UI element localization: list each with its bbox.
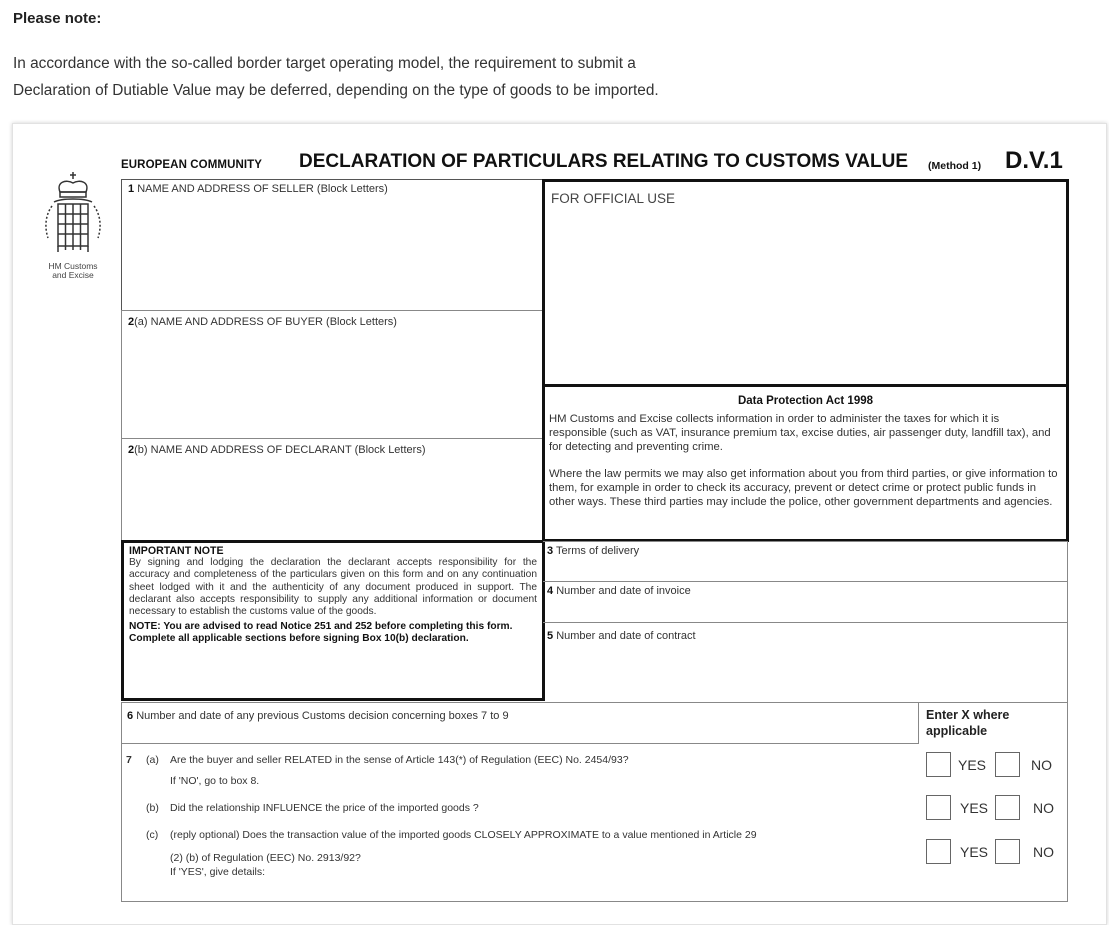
box-2b-declarant[interactable]	[121, 438, 544, 542]
box-2a-label: 2(a) NAME AND ADDRESS OF BUYER (Block Letters)	[128, 316, 397, 328]
question-7c-text: (reply optional) Does the transaction value of the imported goods CLOSELY APPROXIMATE to a value mentioned in Article 29	[170, 829, 757, 841]
question-7c-letter: (c)	[146, 829, 159, 841]
important-note	[129, 545, 537, 646]
important-note-box	[121, 540, 545, 701]
important-note-title: IMPORTANT NOTE	[129, 545, 224, 557]
notice-title: Please note:	[13, 10, 102, 27]
logo-caption-line-2: and Excise	[52, 270, 94, 280]
data-protection-para-2: Where the law permits we may also get information about you from third parties, or give information to them, for example in order to check its accuracy, prevent or detect crime or protect public funds in other ways. These third parties may include the police, other government departments and agencies.	[549, 468, 1058, 508]
question-7b-text: Did the relationship INFLUENCE the price of the imported goods ?	[170, 802, 479, 814]
box-3-terms[interactable]	[543, 541, 1068, 582]
box-3-label: 3 Terms of delivery	[547, 545, 640, 557]
question-7a-text: Are the buyer and seller RELATED in the sense of Article 143(*) of Regulation (EEC) No. 2454/93?	[170, 754, 629, 766]
label-7c-no: NO	[1033, 844, 1054, 860]
data-protection-box	[542, 384, 1069, 542]
label-7b-no: NO	[1033, 800, 1054, 816]
box-5-label: 5 Number and date of contract	[547, 630, 696, 642]
logo-caption-line-1: HM Customs	[48, 261, 98, 271]
data-protection-title: Data Protection Act 1998	[737, 395, 874, 407]
crown-portcullis-logo	[46, 170, 106, 262]
checkbox-7a-no[interactable]	[995, 752, 1020, 777]
label-7b-yes: YES	[960, 800, 989, 816]
box-4-label: 4 Number and date of invoice	[547, 585, 691, 597]
checkbox-7b-yes[interactable]	[926, 795, 951, 820]
question-7b-letter: (b)	[146, 802, 159, 814]
official-use-label: FOR OFFICIAL USE	[551, 191, 676, 206]
question-7c-sub2: If 'YES', give details:	[170, 866, 266, 878]
box-5-contract[interactable]	[543, 622, 1068, 703]
question-7a-letter: (a)	[146, 754, 159, 766]
important-note-body: By signing and lodging the declaration the declarant accepts responsibility for the accuracy and completeness of the particulars given on this form and on any continuation sheet lodged with it and the authenticity of any document produced in support. The declarant also accepts responsibility to supply any additional information or document necessary to establish the customs value of the goods.	[129, 557, 537, 618]
notice-line-2: Declaration of Dutiable Value may be deferred, depending on the type of goods to be imported.	[13, 82, 659, 99]
box-6-label: 6 Number and date of any previous Customs decision concerning boxes 7 to 9	[127, 710, 509, 722]
box-2a-buyer[interactable]	[121, 310, 544, 439]
important-note-notice: NOTE: You are advised to read Notice 251 and 252 before completing this form. Complete all applicable sections before signing Box 10(b) declaration.	[129, 621, 513, 645]
checkbox-7a-yes[interactable]	[926, 752, 951, 777]
header-community: EUROPEAN COMMUNITY	[121, 159, 263, 171]
notice-line-1: In accordance with the so-called border target operating model, the requirement to submit a	[13, 55, 636, 72]
label-7c-yes: YES	[960, 844, 989, 860]
data-protection-para-1: HM Customs and Excise collects information in order to administer the taxes for which it is responsible (such as VAT, insurance premium tax, excise duties, air passenger duty, landfill tax), and for detecting and preventing crime.	[549, 413, 1051, 453]
crown-icon	[38, 170, 108, 262]
enter-x-instruction: Enter X where applicable	[926, 708, 1010, 738]
box-official-use	[542, 179, 1069, 387]
form-title: DECLARATION OF PARTICULARS RELATING TO CUSTOMS VALUE	[299, 151, 909, 172]
label-7a-yes: YES	[958, 757, 987, 773]
checkbox-7c-no[interactable]	[995, 839, 1020, 864]
box-1-label: 1 NAME AND ADDRESS OF SELLER (Block Letters)	[128, 183, 388, 195]
logo-caption	[38, 262, 108, 280]
question-7c-sub: (2) (b) of Regulation (EEC) No. 2913/92?	[170, 852, 361, 864]
box-2b-label: 2(b) NAME AND ADDRESS OF DECLARANT (Block Letters)	[128, 444, 426, 456]
question-7a-sub: If 'NO', go to box 8.	[170, 775, 260, 787]
header-method: (Method 1)	[928, 160, 982, 172]
label-7a-no: NO	[1031, 757, 1052, 773]
box-1-seller[interactable]	[121, 179, 544, 311]
checkbox-7b-no[interactable]	[995, 795, 1020, 820]
checkbox-7c-yes[interactable]	[926, 839, 951, 864]
box-4-invoice[interactable]	[543, 581, 1068, 623]
section-7-number: 7	[126, 754, 132, 766]
form-code: D.V.1	[1005, 147, 1063, 174]
